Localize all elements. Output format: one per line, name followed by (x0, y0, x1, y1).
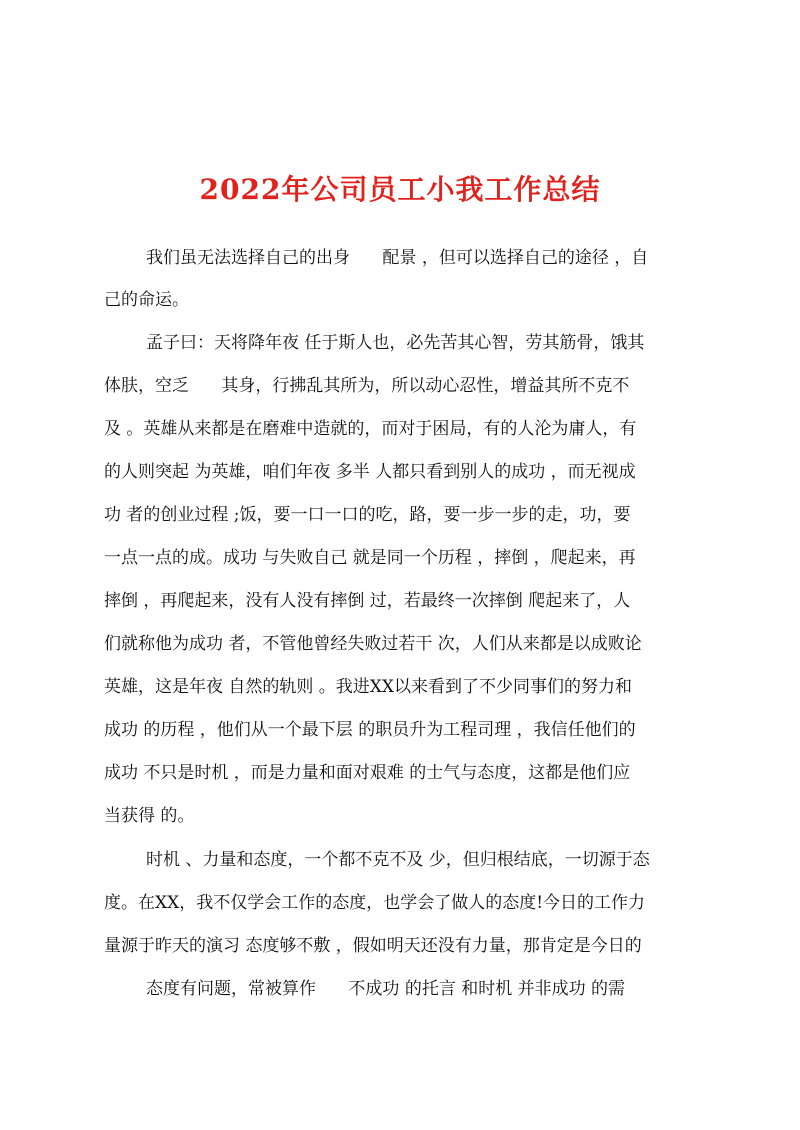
text-line: 一点一点的成。成功 与失败自己 就是同一个历程 ，摔倒 ，爬起来，再 (104, 548, 636, 568)
text-line: 己的命运。 (104, 290, 189, 310)
text-line: 成功 不只是时机 ，而是力量和面对艰难 的士气与态度，这都是他们应 (104, 763, 631, 783)
text-line: 英雄，这是年夜 自然的轨则 。我进XX以来看到了不少同事们的努力和 (104, 677, 633, 697)
text-line: 摔倒 ，再爬起来，没有人没有摔倒 过，若最终一次摔倒 爬起来了，人 (104, 591, 631, 611)
text-line: 孟子曰：天将降年夜 任于斯人也，必先苦其心智，劳其筋骨，饿其 (146, 333, 645, 353)
text-line: 量源于昨天的演习 态度够不敷 ，假如明天还没有力量，那肯定是今日的 (104, 936, 642, 956)
text-line: 体肤，空乏 其身，行拂乱其所为，所以动心忍性，增益其所不克不 (104, 376, 630, 396)
text-line: 度。在XX，我不仅学会工作的态度，也学会了做人的态度!今日的工作力 (104, 893, 646, 913)
text-line: 的人则突起 为英雄，咱们年夜 多半 人都只看到别人的成功 ，而无视成 (104, 462, 636, 482)
text-line: 我们虽无法选择自己的出身 配景 ，但可以选择自己的途径 ，自 (146, 248, 649, 268)
text-line: 及 。英雄从来都是在磨难中造就的，而对于困局，有的人沦为庸人，有 (104, 419, 637, 439)
text-line: 态度有问题，常被算作 不成功 的托言 和时机 并非成功 的需 (146, 979, 626, 999)
text-line: 当获得 的。 (104, 806, 195, 826)
text-line: 成功 的历程 ，他们从一个最下层 的职员升为工程司理 ，我信任他们的 (104, 720, 636, 740)
text-line: 们就称他为成功 者，不管他曾经失败过若干 次，人们从来都是以成败论 (104, 634, 642, 654)
text-line: 时机 、力量和态度，一个都不克不及 少，但归根结底，一切源于态 (146, 850, 650, 870)
text-line: 功 者的创业过程 ;饭，要一口一口的吃，路，要一步一步的走，功，要 (104, 505, 631, 525)
document-title: 2022年公司员工小我工作总结 (199, 173, 601, 206)
